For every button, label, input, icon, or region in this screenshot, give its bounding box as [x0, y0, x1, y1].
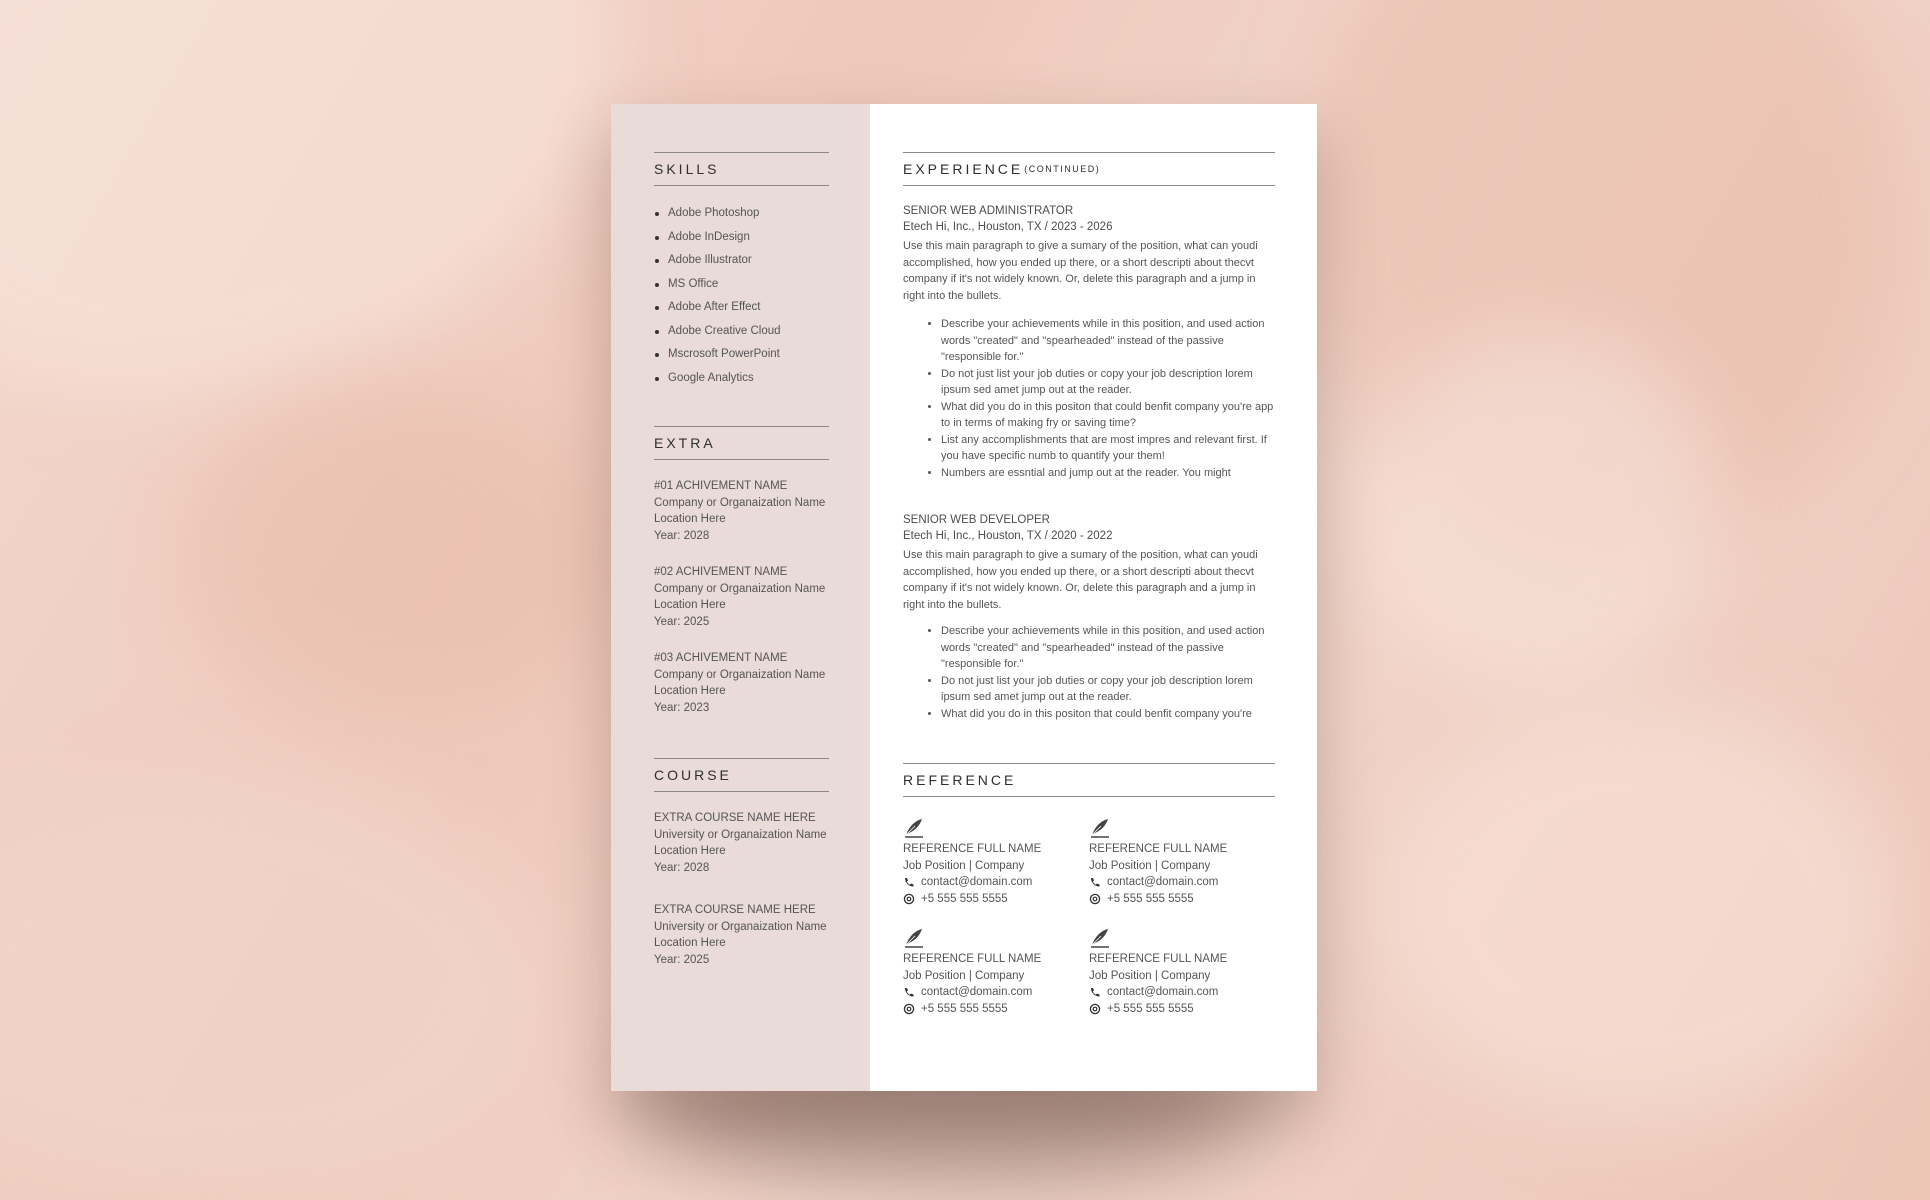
background-swirl: [1360, 330, 1720, 690]
course-entry: [654, 902, 829, 968]
reference-name: REFERENCE FULL NAME: [1089, 953, 1228, 965]
reference-name: REFERENCE FULL NAME: [903, 843, 1042, 855]
reference-phone-row: [903, 891, 1089, 908]
achievement-location: Location Here: [654, 513, 726, 525]
reference-email: contact@domain.com: [1107, 986, 1219, 998]
reference-position: Job Position | Company: [903, 969, 1025, 982]
experience-heading-text: EXPERIENCE: [903, 161, 1024, 177]
skill-item: Adobe Photoshop: [654, 202, 829, 226]
reference-position: Job Position | Company: [1089, 859, 1211, 872]
at-icon: [1089, 1003, 1101, 1015]
reference-heading-text: REFERENCE: [903, 772, 1017, 788]
skill-item: Adobe InDesign: [654, 226, 829, 250]
skill-item: Google Analytics: [654, 367, 829, 391]
skills-heading: [654, 152, 829, 186]
background-swirl: [1380, 700, 1900, 1120]
reference-email-row: [1089, 984, 1275, 1001]
skill-item: Mscrosoft PowerPoint: [654, 343, 829, 367]
achievement-org: Company or Organaization Name: [654, 582, 826, 595]
extra-heading-text: EXTRA: [654, 435, 716, 451]
achievement-year: Year: 2023: [654, 701, 710, 714]
at-icon: [1089, 893, 1101, 905]
reference-email-row: [903, 984, 1089, 1001]
right-column: [903, 152, 1275, 1017]
reference-email-row: [903, 874, 1089, 891]
achievement-org: Company or Organaization Name: [654, 496, 826, 509]
reference-phone: +5 555 555 5555: [921, 892, 1008, 905]
reference-phone-row: [903, 1001, 1089, 1018]
job-bullet: • What did you do in this positon that could benfit company you're: [941, 706, 1275, 723]
phone-icon: [1089, 876, 1101, 888]
achievement-year: Year: 2025: [654, 615, 710, 628]
achievement-title: #01 ACHIVEMENT NAME: [654, 480, 788, 492]
phone-icon: [1089, 986, 1101, 998]
job-entry: [903, 203, 1275, 481]
achievement-location: Location Here: [654, 685, 726, 697]
course-year: Year: 2025: [654, 953, 710, 966]
reference-email: contact@domain.com: [921, 876, 1033, 888]
skill-item: Adobe Creative Cloud: [654, 320, 829, 344]
feather-icon: [903, 927, 925, 949]
job-bullet: • List any accomplishments that are most impres and relevant first. If you have specific numb to quantify your them!: [941, 432, 1275, 465]
at-icon: [903, 893, 915, 905]
skills-list: [654, 202, 829, 390]
job-summary: Use this main paragraph to give a sumary of the position, what can youdi accomplished, how you ended up there, or a short descripti about thecvt company if it's not widely known. Or, delete this paragraph and a jump in right into the bullets.: [903, 240, 1258, 302]
reference-position: Job Position | Company: [1089, 969, 1211, 982]
job-title: SENIOR WEB ADMINISTRATOR: [903, 205, 1074, 217]
background-swirl: [0, 780, 540, 1200]
feather-icon: [1089, 817, 1111, 839]
achievement-title: #03 ACHIVEMENT NAME: [654, 652, 788, 664]
feather-icon: [903, 817, 925, 839]
achievement-entry: [654, 564, 829, 630]
job-bullets: [903, 623, 1275, 722]
experience-heading-suffix: (CONTINUED): [1024, 164, 1101, 174]
job-summary: Use this main paragraph to give a sumary of the position, what can youdi accomplished, how you ended up there, or a short descripti about thecvt company if it's not widely known. Or, delete this paragraph and a jump in right into the bullets.: [903, 549, 1258, 611]
reference-card: [1089, 927, 1275, 1017]
job-title: SENIOR WEB DEVELOPER: [903, 514, 1050, 526]
course-org: University or Organaization Name: [654, 828, 827, 841]
phone-icon: [903, 986, 915, 998]
job-bullet: • Numbers are essntial and jump out at the reader. You might: [941, 465, 1275, 482]
course-entry: [654, 810, 829, 876]
skills-heading-text: SKILLS: [654, 161, 720, 177]
course-year: Year: 2028: [654, 861, 710, 874]
reference-phone: +5 555 555 5555: [1107, 892, 1194, 905]
extra-heading: [654, 426, 829, 460]
phone-icon: [903, 876, 915, 888]
skill-item: Adobe Illustrator: [654, 249, 829, 273]
background-swirl: [180, 380, 600, 720]
course-location: Location Here: [654, 845, 726, 857]
feather-icon: [1089, 927, 1111, 949]
job-bullet: • Describe your achievements while in this position, and used action words "created" and "spearheaded" instead of the passive "responsible for.": [941, 316, 1275, 366]
reference-phone-row: [1089, 891, 1275, 908]
skill-item: Adobe After Effect: [654, 296, 829, 320]
skill-item: MS Office: [654, 273, 829, 297]
job-bullets: [903, 316, 1275, 481]
job-company: Etech Hi, Inc., Houston, TX / 2020 - 2022: [903, 530, 1113, 542]
reference-phone: +5 555 555 5555: [921, 1002, 1008, 1015]
course-org: University or Organaization Name: [654, 920, 827, 933]
reference-email-row: [1089, 874, 1275, 891]
job-company: Etech Hi, Inc., Houston, TX / 2023 - 2026: [903, 221, 1113, 233]
reference-phone-row: [1089, 1001, 1275, 1018]
job-bullet: • Do not just list your job duties or copy your job description lorem ipsum sed amet jump out at the reader.: [941, 673, 1275, 706]
achievement-entry: [654, 650, 829, 716]
achievement-location: Location Here: [654, 599, 726, 611]
reference-phone: +5 555 555 5555: [1107, 1002, 1194, 1015]
reference-email: contact@domain.com: [921, 986, 1033, 998]
reference-card: [903, 817, 1089, 907]
reference-card: [903, 927, 1089, 1017]
job-bullet: • What did you do in this positon that could benfit company you're app to in terms of making fry or saving time?: [941, 399, 1275, 432]
reference-grid: [903, 817, 1275, 1017]
reference-email: contact@domain.com: [1107, 876, 1219, 888]
reference-position: Job Position | Company: [903, 859, 1025, 872]
course-title: EXTRA COURSE NAME HERE: [654, 812, 816, 824]
achievement-title: #02 ACHIVEMENT NAME: [654, 566, 788, 578]
reference-heading: [903, 763, 1275, 797]
at-icon: [903, 1003, 915, 1015]
course-location: Location Here: [654, 937, 726, 949]
achievement-org: Company or Organaization Name: [654, 668, 826, 681]
reference-name: REFERENCE FULL NAME: [1089, 843, 1228, 855]
reference-name: REFERENCE FULL NAME: [903, 953, 1042, 965]
experience-heading: [903, 152, 1275, 186]
resume-page: [611, 104, 1317, 1091]
job-bullet: • Describe your achievements while in this position, and used action words "created" and "spearheaded" instead of the passive "responsible for.": [941, 623, 1275, 673]
course-heading: [654, 758, 829, 792]
reference-card: [1089, 817, 1275, 907]
achievement-year: Year: 2028: [654, 529, 710, 542]
job-entry: [903, 512, 1275, 722]
job-bullet: • Do not just list your job duties or copy your job description lorem ipsum sed amet jump out at the reader.: [941, 366, 1275, 399]
course-title: EXTRA COURSE NAME HERE: [654, 904, 816, 916]
course-heading-text: COURSE: [654, 767, 732, 783]
achievement-entry: [654, 478, 829, 544]
left-column: [654, 152, 829, 968]
